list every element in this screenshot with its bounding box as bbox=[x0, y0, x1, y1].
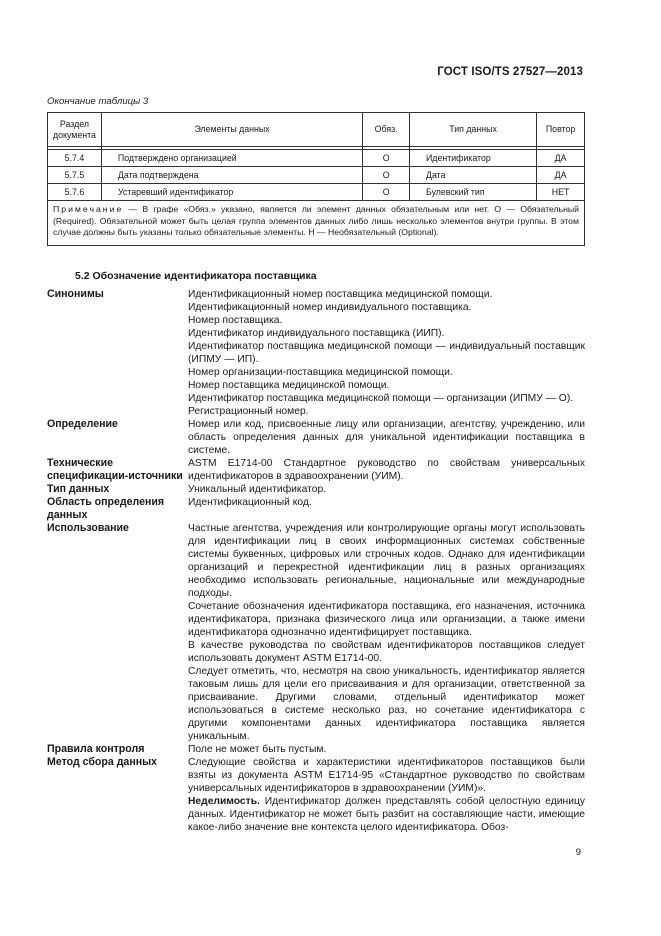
definition-term: Тип данных bbox=[47, 483, 110, 495]
definition-term: Метод сбора данных bbox=[47, 756, 158, 768]
definition-paragraph: Идентификатор поставщика медицинской помощи — организации (ИПМУ — О). bbox=[188, 393, 574, 404]
header-section: Раздел документа bbox=[48, 113, 102, 147]
definition-paragraph: Следует отметить, что, несмотря на свою уникальность, идентификатор является таковым лишь для цели его присваивания и для организации, ответственной за присваивание. Другими словами, отдельный идентификатор может использоваться в системе несколько раз, но сочетание идентификатора с другими компонентами данных идентификатора поставщика является уникальным. bbox=[188, 666, 585, 742]
definition-description bbox=[188, 522, 585, 743]
table-row: 5.7.6 Устаревший идентификатор О Булевский тип НЕТ bbox=[48, 184, 585, 201]
definition-description bbox=[188, 457, 585, 483]
definition-paragraph: Номер организации-поставщика медицинской помощи. bbox=[188, 367, 453, 378]
definition-paragraph: В качестве руководства по свойствам идентификаторов поставщиков следует использовать документ ASTM E1714-00. bbox=[188, 640, 585, 664]
definition-paragraph: Уникальный идентификатор. bbox=[188, 484, 327, 495]
definition-term: Технические спецификации-источники bbox=[47, 457, 183, 482]
definition-paragraph: Регистрационный номер. bbox=[188, 406, 309, 417]
definition-paragraph: Следующие свойства и характеристики идентификаторов поставщиков были взяты из документа ASTM E1714-95 «Стандартное руководство по свойствам универсальных идентификаторов в здравоохранении (УИМ)». bbox=[188, 757, 585, 794]
definition-row bbox=[47, 483, 585, 496]
definition-row bbox=[47, 418, 585, 457]
definition-paragraph: Идентификационный номер индивидуального поставщика. bbox=[188, 302, 472, 313]
header-type: Тип данных bbox=[409, 113, 536, 147]
table-header-row bbox=[48, 113, 585, 147]
definition-row bbox=[47, 756, 585, 834]
note-text: — В графе «Обяз.» указано, является ли элемент данных обязательным или нет. О — Обязательный (Required). Обязательной может быть целая группа элементов данных либо лишь несколько элементов внутри группы. В этом случае должны быть указаны только обязательные элементы. Н — Необязательный (Optional). bbox=[53, 204, 579, 238]
definition-paragraph: Идентификационный номер поставщика медицинской помощи. bbox=[188, 289, 493, 300]
definition-paragraph: Номер или код, присвоенные лицу или организации, агентству, учреждению, или область определения данных для уникальной идентификации поставщика в системе. bbox=[188, 419, 585, 456]
definition-description bbox=[188, 288, 585, 418]
definition-paragraph: Поле не может быть пустым. bbox=[188, 744, 327, 755]
definition-paragraph: Номер поставщика медицинской помощи. bbox=[188, 380, 390, 391]
bold-lead-text: Идентификатор должен представлять собой целостную единицу данных. Идентификатор не может быть разбит на составляющие части, имеющие какое-либо значение вне контекста целого идентификатора. Обоз- bbox=[188, 796, 585, 833]
definition-paragraph: Сочетание обозначения идентификатора поставщика, его назначения, источника идентификатора, признака физического лица или организации, а также имени идентификатора однозначно идентифицирует поставщика. bbox=[188, 601, 585, 638]
page-number: 9 bbox=[575, 847, 581, 858]
definition-term: Правила контроля bbox=[47, 743, 145, 755]
definitions-list bbox=[47, 288, 585, 834]
section-heading: 5.2 Обозначение идентификатора поставщика bbox=[75, 270, 317, 282]
definition-term: Синонимы bbox=[47, 288, 104, 300]
note-label: Примечание bbox=[53, 204, 124, 214]
header-element: Элементы данных bbox=[101, 113, 362, 147]
definition-description bbox=[188, 756, 585, 834]
definition-paragraph: Идентификатор поставщика медицинской помощи — индивидуальный поставщик (ИПМУ — ИП). bbox=[188, 341, 585, 365]
definition-paragraph: Частные агентства, учреждения или контролирующие органы могут использовать для идентификации лиц в своих информационных системах собственные системы буквенных, цифровых или строчных кодов. Однако для идентификации организаций и перекрестной идентификации лиц в разных организациях необходимо использовать региональные, национальные или международные подходы. bbox=[188, 523, 585, 599]
definition-term: Область определения данных bbox=[47, 496, 165, 521]
table-note bbox=[48, 201, 585, 246]
definition-description bbox=[188, 418, 585, 457]
header-repeat: Повтор bbox=[537, 113, 585, 147]
definition-term: Определение bbox=[47, 418, 118, 430]
definition-term: Использование bbox=[47, 522, 129, 534]
definition-row bbox=[47, 288, 585, 418]
definition-paragraph: Идентификатор индивидуального поставщика (ИИП). bbox=[188, 328, 445, 339]
definition-paragraph: Идентификационный код. bbox=[188, 497, 312, 508]
definition-description bbox=[188, 743, 585, 756]
definition-row bbox=[47, 496, 585, 522]
definition-description bbox=[188, 483, 585, 496]
table-note-row bbox=[48, 201, 585, 246]
definition-description bbox=[188, 496, 585, 522]
definition-row bbox=[47, 522, 585, 743]
table-row: 5.7.4 Подтверждено организацией О Идентификатор ДА bbox=[48, 150, 585, 167]
table-caption: Окончание таблицы 3 bbox=[47, 96, 149, 107]
definition-paragraph: Номер поставщика. bbox=[188, 315, 283, 326]
definition-paragraph bbox=[188, 795, 585, 834]
definition-row bbox=[47, 743, 585, 756]
header-obligation: Обяз. bbox=[363, 113, 410, 147]
table-row: 5.7.5 Дата подтверждена О Дата ДА bbox=[48, 167, 585, 184]
bold-lead: Неделимость. bbox=[188, 796, 260, 807]
data-elements-table bbox=[47, 112, 585, 246]
definition-row bbox=[47, 457, 585, 483]
definition-paragraph: ASTM E1714-00 Стандартное руководство по свойствам универсальных идентификаторов в здравоохранении (УИМ). bbox=[188, 458, 585, 482]
standard-header: ГОСТ ISO/TS 27527—2013 bbox=[437, 66, 583, 78]
